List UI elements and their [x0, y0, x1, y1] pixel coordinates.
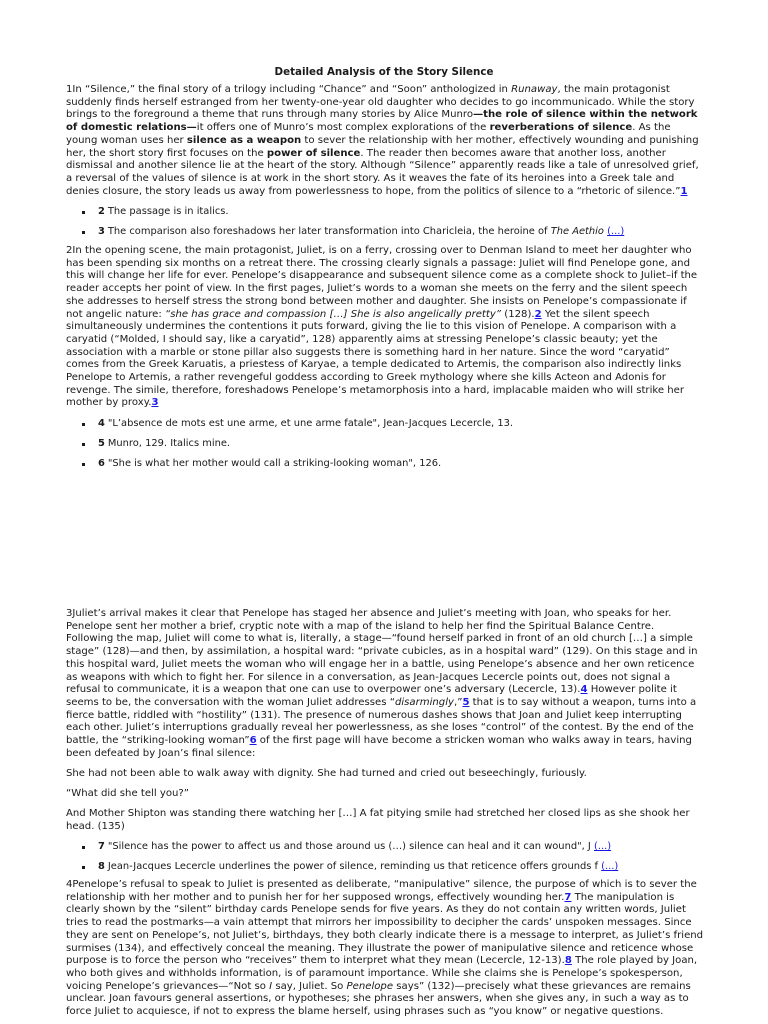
text: , the main protagonist suddenly finds herself estranged from her twenty-one-year old daughter who decides to go incommunicado. While the story brings to the foreground a theme that runs through many stories by Alice Munro [66, 84, 695, 121]
bold-text: silence as a weapon [186, 134, 302, 146]
text: 4Penelope’s refusal to speak to Juliet is presented as deliberate, “manipulative” silence, the purpose of which is to sever the relationship with her mother and to punish her for her supposed wrongs, effectively wounding her. [66, 879, 697, 903]
footnote-text: The passage is in italics. [107, 205, 229, 217]
text: say, Juliet. So [272, 980, 347, 992]
quote-line: She had not been able to walk away with dignity. She had turned and cried out beseechingly, furiously. [66, 767, 587, 779]
paragraph-3 [66, 608, 704, 881]
footnote-text: "Silence has the power to affect us and those around us (…) silence can heal and it can wound", J [107, 840, 594, 852]
text: 3Juliet’s arrival makes it clear that Penelope has staged her absence and Juliet’s meeting with Joan, who speaks for her. Penelope sent her mother a brief, cryptic note with a map of the island to help her find the Spiritual Balance Centre. Following the map, Juliet will come to what is, literally, a stage—“found herself parked in front of an old church […] a simple stage” (128)—and then, by assimilation, a hospital ward: “private cubicles, as in a hospital ward” (129). On this stage and in this hospital ward, Juliet meets the woman who will engage her in a battle, using Penelope’s absence and her own reticence as weapons with which to fight her. For silence in a conversation, as Jean-Jacques Lecercle points out, does not signal a refusal to communicate, it is a weapon that one can use to overpower one’s adversary (Lecercle, 13). [66, 608, 698, 696]
footnote-item [66, 841, 704, 854]
footnote-item [66, 418, 704, 431]
text: The manipulation is clearly shown by the “silent” birthday cards Penelope sends for five years. As they do not contain any written words, Juliet tries to read the postmarks—a vain attempt that mirrors her impossibility to decipher the cards’ unspoken messages. Since they are sent on Penelope’s, not Juliet’s, birthdays, they both clearly indicate there is a message to interpret, as Juliet’s friend surmises (134), and effectively conceal the meaning. They illustrate the power of manipulative silence and reticence whose purpose is to force the person who “receives” them to interpret what they mean (Lecercle, 12-13). [66, 891, 704, 967]
quote-line: And Mother Shipton was standing there watching her […] A fat pitying smile had stretched her closed lips as she shook her head. (135) [66, 808, 690, 832]
page-title: Detailed Analysis of the Story Silence [274, 66, 494, 78]
paragraph-1 [66, 84, 704, 246]
footnote-item [66, 226, 704, 239]
footnote-link-7[interactable]: 7 [564, 891, 572, 903]
text: says” (132)—precisely what these grievances are remains unclear. Joan favours general assertions, or hypotheses; she phrases her answers, when she gives any, in such a way as to force Juliet to acquiesce, if not to express the blame herself, using phrases such as “you know” or negative questions. [66, 980, 691, 1018]
footnote-number: 8 [98, 860, 105, 872]
footnote-link-5[interactable]: 5 [462, 696, 470, 708]
italic-text: “she has grace and compassion […] She is also angelically pretty” [165, 308, 502, 320]
footnote-text: The comparison also foreshadows her later transformation into Charicleia, the heroine of [107, 225, 551, 237]
footnote-more-link[interactable]: (...) [601, 860, 619, 872]
text: . As the young woman uses her [66, 122, 671, 146]
footnote-number: 2 [98, 205, 105, 217]
paragraph-4 [66, 879, 704, 1019]
footnote-item [66, 206, 704, 219]
footnote-number: 3 [98, 225, 105, 237]
bold-text: reverberations of silence [489, 122, 633, 134]
footnote-number: 4 [98, 417, 105, 429]
footnote-link-1[interactable]: 1 [680, 185, 688, 197]
bold-text: power of silence [266, 147, 361, 159]
paragraph-2 [66, 245, 704, 478]
footnote-item [66, 438, 704, 451]
text: The role played by Joan, who both gives and withholds information, is of paramount importance. While she claims she is Penelope’s spokesperson, voicing Penelope’s grievances—“Not so [66, 955, 698, 992]
quote-line: “What did she tell you?” [66, 787, 189, 799]
italic-text: Penelope [346, 980, 394, 992]
footnote-number: 7 [98, 840, 105, 852]
footnote-link-3[interactable]: 3 [151, 397, 159, 409]
footnote-link-4[interactable]: 4 [580, 684, 588, 696]
footnote-list [66, 206, 704, 239]
footnote-number: 6 [98, 457, 105, 469]
italic-text: disarmingly [394, 696, 454, 708]
text: However polite it seems to be, the conversation with the woman Juliet addresses “ [66, 684, 677, 708]
footnote-text: "She is what her mother would call a striking-looking woman", 126. [107, 457, 442, 469]
footnote-more-link[interactable]: (...) [593, 840, 612, 852]
footnote-text: Jean-Jacques Lecercle underlines the power of silence, reminding us that reticence offers grounds f [107, 860, 602, 872]
footnote-more-link[interactable]: (...) [607, 225, 625, 237]
footnote-link-6[interactable]: 6 [249, 735, 257, 747]
text: (128). [501, 308, 535, 320]
bold-text: —the role of silence within the network of domestic relations— [66, 109, 698, 134]
footnote-italic: The Aethio [550, 225, 604, 237]
footnote-text: "L’absence de mots est une arme, et une arme fatale", Jean-Jacques Lecercle, 13. [107, 417, 514, 429]
footnote-text: Munro, 129. Italics mine. [107, 437, 231, 449]
footnote-link-8[interactable]: 8 [564, 955, 572, 967]
text: 2In the opening scene, the main protagonist, Juliet, is on a ferry, crossing over to Denman Island to meet her daughter who has been spending six months on a retreat there. The crossing clearly signals a passage: Juliet will find Penelope gone, and this will change her life for ever. Penelope’s disappearance and subsequent silence come as a complete shock to Juliet–if the reader accepts her point of view. In the first pages, Juliet’s words to a woman she meets on the ferry and the silent speech she addresses to herself stress the strong bond between mother and daughter. She insists on Penelope’s compassionate if not angelic nature: [66, 245, 698, 320]
italic-text: Runaway [511, 84, 558, 95]
text: . The reader then becomes aware that another loss, another dismissal and another silence lie at the heart of the story. Although “Silence” apparently reads like a tale of unresolved grief, a reversal of the values of silence is at work in the short story. As it weaves the fate of its heroines into a Greek tale and denies closure, the story leads us away from powerlessness to hope, from the politics of silence to a “rhetoric of silence.” [66, 147, 699, 197]
italic-text: I [269, 980, 273, 992]
text: of the first page will have become a stricken woman who walks away in tears, having been defeated by Joan’s final silence: [66, 735, 692, 759]
footnote-number: 5 [98, 437, 105, 449]
text: ,” [453, 696, 463, 708]
footnote-list [66, 841, 704, 874]
text: to sever the relationship with her mother, effectively wounding and punishing her, the short story first focuses on the [66, 134, 699, 159]
text: that is to say without a weapon, turns into a fierce battle, riddled with “hostility” (131). The presence of numerous dashes shows that Joan and Juliet keep interrupting each other. Juliet’s interruptions gradually reveal her powerlessness, as she loses “control” of the contest. By the end of the battle, the “striking-looking woman” [66, 696, 697, 747]
footnote-list [66, 418, 704, 471]
text: Yet the silent speech simultaneously undermines the contentions it puts forward, giving the lie to this vision of Penelope. A comparison with a caryatid (“Molded, I should say, like a caryatid”, 128) apparently aims at stressing Penelope’s classic beauty; yet the association with a marble or stone pillar also suggests there is something hard in her nature. Since the word “caryatid” comes from the Greek Karuatis, a priestess of Karyae, a temple dedicated to Artemis, the comparison also indirectly links Penelope to Artemis, a rather revengeful goddess according to Greek mythology where she kills Acteon and Adonis for revenge. The simile, therefore, foreshadows Penelope’s metamorphosis into a hard, implacable maiden who will strike her mother by proxy. [66, 308, 685, 409]
footnote-item [66, 458, 704, 471]
text: it offers one of Munro’s most complex explorations of the [196, 122, 490, 134]
footnote-item [66, 861, 704, 874]
footnote-link-2[interactable]: 2 [534, 308, 542, 320]
text: 1In “Silence,” the final story of a trilogy including “Chance” and “Soon” anthologized in [66, 84, 512, 95]
